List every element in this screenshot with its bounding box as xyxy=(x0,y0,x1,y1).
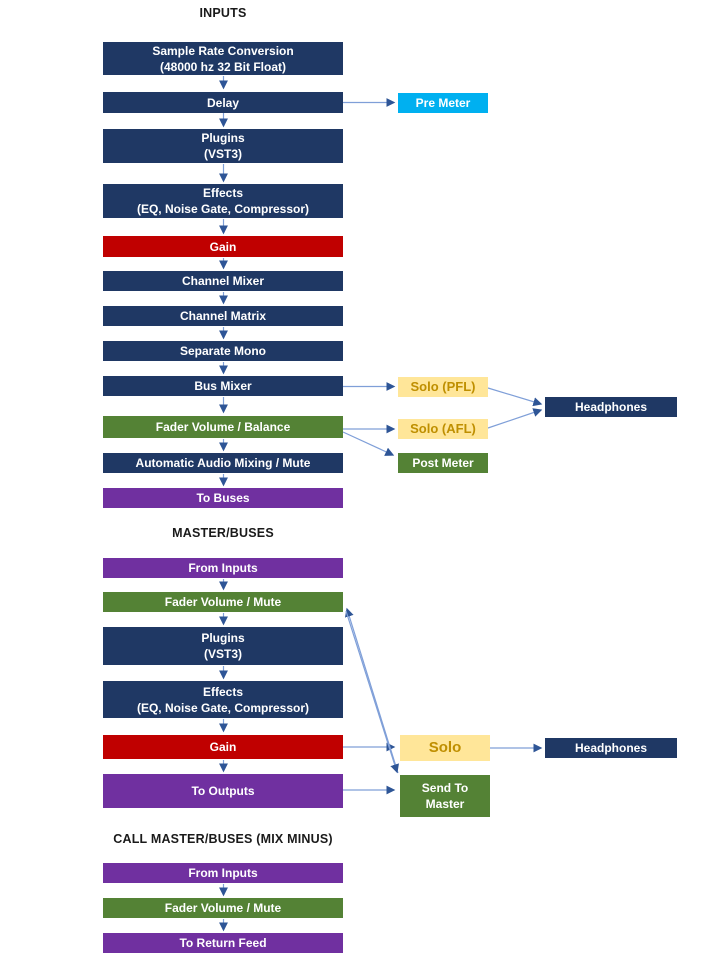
node-to-return-feed xyxy=(103,933,343,953)
node-label: Delay xyxy=(206,95,240,110)
node-headphones-inputs xyxy=(545,397,677,417)
node-sublabel: (EQ, Noise Gate, Compressor) xyxy=(136,700,310,715)
node-solo-pfl xyxy=(398,377,488,397)
node-solo-master xyxy=(400,735,490,761)
node-label: Solo (AFL) xyxy=(410,421,476,436)
node-sample-rate-conversion xyxy=(103,42,343,75)
node-label: Channel Mixer xyxy=(181,274,265,288)
node-fader-volume-balance xyxy=(103,416,343,438)
node-label: Channel Matrix xyxy=(179,309,266,323)
node-label: Send To xyxy=(421,781,469,795)
section-heading-master-buses: MASTER/BUSES xyxy=(172,526,274,540)
node-plugins-inputs xyxy=(103,129,343,163)
node-gain-master xyxy=(103,735,343,759)
node-pre-meter xyxy=(398,93,488,113)
node-sublabel: Master xyxy=(425,797,465,811)
node-label: Effects xyxy=(202,684,243,699)
node-send-to-master xyxy=(400,775,490,817)
node-delay xyxy=(103,92,343,113)
node-fader-volume-mute-call xyxy=(103,898,343,918)
node-label: From Inputs xyxy=(188,561,258,575)
node-label: Pre Meter xyxy=(415,96,471,110)
node-post-meter xyxy=(398,453,488,473)
section-heading-call-master-buses: CALL MASTER/BUSES (MIX MINUS) xyxy=(113,832,333,846)
node-label: To Return Feed xyxy=(179,936,267,950)
node-label: To Buses xyxy=(196,491,250,505)
node-label: Fader Volume / Mute xyxy=(164,595,282,609)
node-label: Automatic Audio Mixing / Mute xyxy=(135,456,311,470)
node-label: To Outputs xyxy=(191,784,255,798)
node-solo-afl xyxy=(398,419,488,439)
node-label: Bus Mixer xyxy=(194,379,252,393)
node-from-inputs-call xyxy=(103,863,343,883)
node-label: Post Meter xyxy=(412,456,474,470)
node-from-inputs-master xyxy=(103,558,343,578)
node-label: Plugins xyxy=(201,131,245,145)
node-label: Solo xyxy=(428,739,462,756)
node-fader-volume-mute-master xyxy=(103,592,343,612)
node-channel-mixer xyxy=(103,271,343,291)
node-label: Plugins xyxy=(201,631,245,645)
node-automatic-audio-mixing xyxy=(103,453,343,473)
node-plugins-master xyxy=(103,627,343,665)
node-sublabel: (48000 hz 32 Bit Float) xyxy=(159,59,287,74)
node-sublabel: (EQ, Noise Gate, Compressor) xyxy=(136,202,310,216)
node-label: Solo (PFL) xyxy=(410,379,476,394)
node-label: Fader Volume / Mute xyxy=(164,901,282,915)
node-separate-mono xyxy=(103,341,343,361)
node-label: Effects xyxy=(202,186,243,200)
node-channel-matrix xyxy=(103,306,343,326)
node-label: Gain xyxy=(209,239,237,254)
node-label: Headphones xyxy=(574,741,647,755)
node-to-buses xyxy=(103,488,343,508)
node-label: Separate Mono xyxy=(179,344,266,358)
node-effects-inputs xyxy=(103,184,343,218)
node-headphones-master xyxy=(545,738,677,758)
node-effects-master xyxy=(103,681,343,718)
node-gain-inputs xyxy=(103,236,343,257)
node-bus-mixer xyxy=(103,376,343,396)
node-label: Fader Volume / Balance xyxy=(155,420,291,434)
node-to-outputs xyxy=(103,774,343,808)
node-label: Sample Rate Conversion xyxy=(152,43,294,58)
node-label: Headphones xyxy=(574,400,647,414)
section-heading-inputs: INPUTS xyxy=(199,6,247,20)
node-label: Gain xyxy=(209,740,237,754)
node-label: From Inputs xyxy=(188,866,258,880)
node-sublabel: (VST3) xyxy=(203,647,242,661)
node-sublabel: (VST3) xyxy=(203,147,242,161)
